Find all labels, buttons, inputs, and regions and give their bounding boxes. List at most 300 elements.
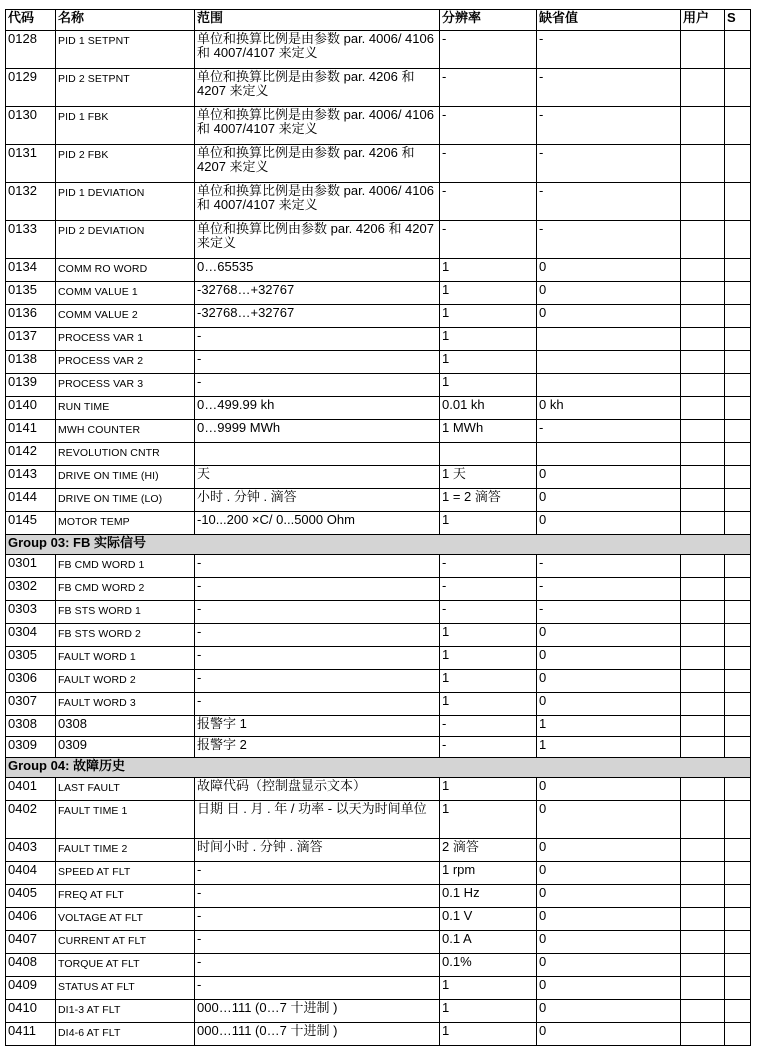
cell-s [725, 670, 751, 693]
cell-resolution: 1 [440, 778, 537, 801]
cell-range: 报警字 2 [195, 737, 440, 758]
cell-s [725, 716, 751, 737]
cell-default: 0 kh [537, 397, 681, 420]
cell-name: PID 2 FBK [56, 145, 195, 183]
cell-code: 0307 [6, 693, 56, 716]
cell-resolution: 1 [440, 1023, 537, 1046]
table-row [6, 555, 751, 578]
table-row [6, 839, 751, 862]
cell-resolution: 1 [440, 1000, 537, 1023]
cell-name: STATUS AT FLT [56, 977, 195, 1000]
cell-range: 天 [195, 466, 440, 489]
table-row [6, 259, 751, 282]
cell-resolution: - [440, 31, 537, 69]
cell-code: 0136 [6, 305, 56, 328]
cell-name: RUN TIME [56, 397, 195, 420]
cell-user [681, 183, 725, 221]
cell-resolution: - [440, 183, 537, 221]
table-row [6, 578, 751, 601]
cell-range: - [195, 885, 440, 908]
cell-s [725, 801, 751, 839]
cell-user [681, 670, 725, 693]
cell-s [725, 305, 751, 328]
cell-code: 0309 [6, 737, 56, 758]
cell-user [681, 107, 725, 145]
cell-code: 0410 [6, 1000, 56, 1023]
cell-range: 单位和换算比例是由参数 par. 4206 和 4207 来定义 [195, 145, 440, 183]
cell-user [681, 221, 725, 259]
table-row [6, 305, 751, 328]
cell-name: FB CMD WORD 1 [56, 555, 195, 578]
cell-default: 0 [537, 839, 681, 862]
table-row [6, 282, 751, 305]
cell-s [725, 737, 751, 758]
cell-code: 0132 [6, 183, 56, 221]
cell-default: 0 [537, 931, 681, 954]
cell-code: 0401 [6, 778, 56, 801]
cell-default: 0 [537, 977, 681, 1000]
cell-range: 0…65535 [195, 259, 440, 282]
cell-resolution: 1 [440, 282, 537, 305]
cell-s [725, 601, 751, 624]
cell-s [725, 69, 751, 107]
cell-code: 0138 [6, 351, 56, 374]
cell-name: DRIVE ON TIME (HI) [56, 466, 195, 489]
cell-name: MWH COUNTER [56, 420, 195, 443]
cell-name: FAULT TIME 2 [56, 839, 195, 862]
cell-resolution: 1 [440, 977, 537, 1000]
cell-s [725, 145, 751, 183]
cell-code: 0130 [6, 107, 56, 145]
group-title: Group 04: 故障历史 [6, 758, 751, 778]
cell-user [681, 69, 725, 107]
cell-resolution: 0.1% [440, 954, 537, 977]
cell-resolution: 1 [440, 624, 537, 647]
cell-code: 0133 [6, 221, 56, 259]
cell-name: COMM VALUE 2 [56, 305, 195, 328]
cell-range: 单位和换算比例是由参数 par. 4006/ 4106 和 4007/4107 来定义 [195, 31, 440, 69]
cell-s [725, 862, 751, 885]
cell-resolution: - [440, 601, 537, 624]
cell-resolution: 2 滴答 [440, 839, 537, 862]
cell-user [681, 801, 725, 839]
cell-code: 0135 [6, 282, 56, 305]
cell-user [681, 693, 725, 716]
cell-name: FB STS WORD 1 [56, 601, 195, 624]
cell-range: 单位和换算比例由参数 par. 4206 和 4207 来定义 [195, 221, 440, 259]
cell-name: PID 2 DEVIATION [56, 221, 195, 259]
cell-s [725, 885, 751, 908]
cell-range: 报警字 1 [195, 716, 440, 737]
cell-user [681, 716, 725, 737]
cell-range: - [195, 328, 440, 351]
cell-default [537, 374, 681, 397]
cell-code: 0408 [6, 954, 56, 977]
cell-resolution: 1 [440, 351, 537, 374]
cell-resolution [440, 443, 537, 466]
cell-code: 0305 [6, 647, 56, 670]
cell-resolution: 1 [440, 259, 537, 282]
cell-s [725, 259, 751, 282]
cell-range: 小时 . 分钟 . 滴答 [195, 489, 440, 512]
cell-code: 0144 [6, 489, 56, 512]
cell-name: FAULT WORD 1 [56, 647, 195, 670]
cell-range: - [195, 954, 440, 977]
table-row [6, 862, 751, 885]
group-header-row [6, 758, 751, 778]
table-row [6, 107, 751, 145]
cell-range: - [195, 578, 440, 601]
cell-resolution: 1 [440, 647, 537, 670]
cell-default: 0 [537, 305, 681, 328]
table-row [6, 145, 751, 183]
cell-default: 0 [537, 1023, 681, 1046]
table-row [6, 443, 751, 466]
cell-user [681, 512, 725, 535]
cell-range: - [195, 670, 440, 693]
cell-name: FREQ AT FLT [56, 885, 195, 908]
cell-user [681, 259, 725, 282]
table-row [6, 31, 751, 69]
cell-s [725, 555, 751, 578]
cell-code: 0404 [6, 862, 56, 885]
cell-range: - [195, 908, 440, 931]
cell-name: FB CMD WORD 2 [56, 578, 195, 601]
cell-name: COMM VALUE 1 [56, 282, 195, 305]
cell-name: DI4-6 AT FLT [56, 1023, 195, 1046]
cell-user [681, 1023, 725, 1046]
cell-name: 0309 [56, 737, 195, 758]
cell-user [681, 466, 725, 489]
cell-s [725, 512, 751, 535]
table-body [6, 31, 751, 1046]
cell-user [681, 282, 725, 305]
cell-name: PROCESS VAR 2 [56, 351, 195, 374]
table-row [6, 954, 751, 977]
cell-default: 0 [537, 624, 681, 647]
cell-code: 0140 [6, 397, 56, 420]
cell-code: 0137 [6, 328, 56, 351]
cell-user [681, 954, 725, 977]
cell-code: 0308 [6, 716, 56, 737]
cell-range: - [195, 647, 440, 670]
cell-code: 0134 [6, 259, 56, 282]
table-row [6, 624, 751, 647]
table-row [6, 693, 751, 716]
cell-name: 0308 [56, 716, 195, 737]
cell-name: PID 1 FBK [56, 107, 195, 145]
cell-user [681, 31, 725, 69]
table-row [6, 69, 751, 107]
parameter-table [5, 9, 751, 1046]
cell-s [725, 374, 751, 397]
cell-resolution: 1 [440, 670, 537, 693]
cell-default: 0 [537, 489, 681, 512]
cell-range: - [195, 931, 440, 954]
cell-user [681, 305, 725, 328]
cell-name: PID 2 SETPNT [56, 69, 195, 107]
table-row [6, 466, 751, 489]
cell-resolution: 0.1 Hz [440, 885, 537, 908]
cell-s [725, 489, 751, 512]
cell-default: 0 [537, 862, 681, 885]
cell-code: 0306 [6, 670, 56, 693]
cell-default: 0 [537, 282, 681, 305]
cell-code: 0409 [6, 977, 56, 1000]
cell-s [725, 977, 751, 1000]
cell-resolution: 1 MWh [440, 420, 537, 443]
cell-code: 0145 [6, 512, 56, 535]
cell-code: 0411 [6, 1023, 56, 1046]
cell-resolution: - [440, 555, 537, 578]
cell-name: PID 1 SETPNT [56, 31, 195, 69]
cell-range: -32768…+32767 [195, 305, 440, 328]
cell-code: 0406 [6, 908, 56, 931]
cell-user [681, 578, 725, 601]
cell-resolution: 1 rpm [440, 862, 537, 885]
cell-default: 1 [537, 737, 681, 758]
cell-user [681, 624, 725, 647]
header-name: 名称 [56, 10, 195, 31]
cell-user [681, 397, 725, 420]
cell-range: - [195, 977, 440, 1000]
cell-range: 0…9999 MWh [195, 420, 440, 443]
cell-default [537, 443, 681, 466]
cell-name: MOTOR TEMP [56, 512, 195, 535]
cell-code: 0402 [6, 801, 56, 839]
cell-default: 0 [537, 954, 681, 977]
cell-range: 单位和换算比例是由参数 par. 4006/ 4106 和 4007/4107 来定义 [195, 107, 440, 145]
cell-code: 0301 [6, 555, 56, 578]
table-row [6, 183, 751, 221]
cell-user [681, 601, 725, 624]
cell-s [725, 183, 751, 221]
cell-user [681, 931, 725, 954]
cell-range: 日期 日 . 月 . 年 / 功率 - 以天为时间单位 [195, 801, 440, 839]
cell-s [725, 624, 751, 647]
header-s: S [725, 10, 751, 31]
cell-user [681, 420, 725, 443]
cell-default: 0 [537, 693, 681, 716]
cell-default: - [537, 420, 681, 443]
cell-name: LAST FAULT [56, 778, 195, 801]
header-user: 用户 [681, 10, 725, 31]
cell-range: - [195, 693, 440, 716]
cell-resolution: 1 [440, 305, 537, 328]
cell-user [681, 374, 725, 397]
group-title: Group 03: FB 实际信号 [6, 535, 751, 555]
cell-s [725, 31, 751, 69]
cell-default: - [537, 183, 681, 221]
cell-user [681, 862, 725, 885]
cell-default: 0 [537, 801, 681, 839]
cell-code: 0142 [6, 443, 56, 466]
cell-resolution: - [440, 107, 537, 145]
cell-range: 故障代码（控制盘显示文本） [195, 778, 440, 801]
cell-name: CURRENT AT FLT [56, 931, 195, 954]
cell-resolution: - [440, 737, 537, 758]
cell-s [725, 351, 751, 374]
cell-default: - [537, 69, 681, 107]
table-row [6, 374, 751, 397]
cell-code: 0405 [6, 885, 56, 908]
table-row [6, 801, 751, 839]
cell-range: - [195, 351, 440, 374]
cell-default: - [537, 221, 681, 259]
cell-default: - [537, 578, 681, 601]
cell-s [725, 420, 751, 443]
cell-default: - [537, 555, 681, 578]
cell-code: 0139 [6, 374, 56, 397]
cell-resolution: 1 [440, 801, 537, 839]
cell-range: - [195, 601, 440, 624]
cell-s [725, 282, 751, 305]
cell-user [681, 328, 725, 351]
table-row [6, 328, 751, 351]
cell-range: - [195, 555, 440, 578]
cell-resolution: 1 [440, 693, 537, 716]
cell-default: 0 [537, 1000, 681, 1023]
table-row [6, 351, 751, 374]
cell-code: 0141 [6, 420, 56, 443]
cell-code: 0128 [6, 31, 56, 69]
cell-s [725, 647, 751, 670]
cell-s [725, 908, 751, 931]
cell-s [725, 954, 751, 977]
table-row [6, 1023, 751, 1046]
header-row [6, 10, 751, 31]
table-row [6, 737, 751, 758]
cell-s [725, 839, 751, 862]
cell-resolution: - [440, 716, 537, 737]
cell-resolution: 0.1 V [440, 908, 537, 931]
cell-resolution: 0.1 A [440, 931, 537, 954]
cell-name: FB STS WORD 2 [56, 624, 195, 647]
cell-user [681, 778, 725, 801]
cell-resolution: 1 [440, 374, 537, 397]
cell-default: - [537, 107, 681, 145]
cell-range: 单位和换算比例是由参数 par. 4006/ 4106 和 4007/4107 来定义 [195, 183, 440, 221]
table-row [6, 221, 751, 259]
cell-name: PROCESS VAR 1 [56, 328, 195, 351]
table-row [6, 512, 751, 535]
cell-code: 0131 [6, 145, 56, 183]
cell-user [681, 977, 725, 1000]
cell-range: - [195, 624, 440, 647]
cell-name: TORQUE AT FLT [56, 954, 195, 977]
cell-name: PROCESS VAR 3 [56, 374, 195, 397]
table-row [6, 397, 751, 420]
cell-user [681, 737, 725, 758]
table-row [6, 931, 751, 954]
table-row [6, 908, 751, 931]
cell-default: 0 [537, 885, 681, 908]
table-row [6, 489, 751, 512]
cell-user [681, 1000, 725, 1023]
table-row [6, 601, 751, 624]
cell-s [725, 221, 751, 259]
cell-code: 0403 [6, 839, 56, 862]
header-code: 代码 [6, 10, 56, 31]
header-range: 范围 [195, 10, 440, 31]
cell-default: - [537, 145, 681, 183]
cell-s [725, 443, 751, 466]
table-row [6, 977, 751, 1000]
cell-default: 0 [537, 908, 681, 931]
cell-resolution: 0.01 kh [440, 397, 537, 420]
cell-s [725, 1000, 751, 1023]
cell-default: - [537, 601, 681, 624]
cell-default [537, 328, 681, 351]
cell-range [195, 443, 440, 466]
cell-name: DRIVE ON TIME (LO) [56, 489, 195, 512]
cell-default: 1 [537, 716, 681, 737]
cell-user [681, 885, 725, 908]
cell-code: 0302 [6, 578, 56, 601]
cell-range: 0…499.99 kh [195, 397, 440, 420]
cell-user [681, 647, 725, 670]
cell-resolution: - [440, 578, 537, 601]
cell-code: 0129 [6, 69, 56, 107]
cell-s [725, 397, 751, 420]
cell-name: FAULT WORD 3 [56, 693, 195, 716]
cell-code: 0304 [6, 624, 56, 647]
table-row [6, 1000, 751, 1023]
cell-user [681, 145, 725, 183]
table-row [6, 716, 751, 737]
cell-code: 0303 [6, 601, 56, 624]
cell-resolution: 1 = 2 滴答 [440, 489, 537, 512]
cell-resolution: - [440, 69, 537, 107]
table-row [6, 647, 751, 670]
cell-name: PID 1 DEVIATION [56, 183, 195, 221]
group-header-row [6, 535, 751, 555]
cell-range: 单位和换算比例是由参数 par. 4206 和 4207 来定义 [195, 69, 440, 107]
cell-s [725, 107, 751, 145]
cell-default: 0 [537, 670, 681, 693]
table-row [6, 885, 751, 908]
cell-resolution: 1 [440, 328, 537, 351]
cell-range: - [195, 862, 440, 885]
cell-default: 0 [537, 259, 681, 282]
cell-range: - [195, 374, 440, 397]
cell-default [537, 351, 681, 374]
cell-default: - [537, 31, 681, 69]
cell-resolution: 1 天 [440, 466, 537, 489]
cell-name: FAULT TIME 1 [56, 801, 195, 839]
cell-range: -10...200 ×C/ 0...5000 Ohm [195, 512, 440, 535]
table-row [6, 778, 751, 801]
header-resolution: 分辨率 [440, 10, 537, 31]
cell-default: 0 [537, 647, 681, 670]
cell-user [681, 839, 725, 862]
cell-name: DI1-3 AT FLT [56, 1000, 195, 1023]
cell-user [681, 489, 725, 512]
cell-resolution: - [440, 145, 537, 183]
cell-user [681, 443, 725, 466]
cell-user [681, 908, 725, 931]
cell-default: 0 [537, 512, 681, 535]
cell-s [725, 328, 751, 351]
cell-name: SPEED AT FLT [56, 862, 195, 885]
cell-name: COMM RO WORD [56, 259, 195, 282]
cell-name: REVOLUTION CNTR [56, 443, 195, 466]
cell-range: 时间小时 . 分钟 . 滴答 [195, 839, 440, 862]
table-row [6, 420, 751, 443]
cell-user [681, 351, 725, 374]
cell-s [725, 1023, 751, 1046]
cell-s [725, 466, 751, 489]
